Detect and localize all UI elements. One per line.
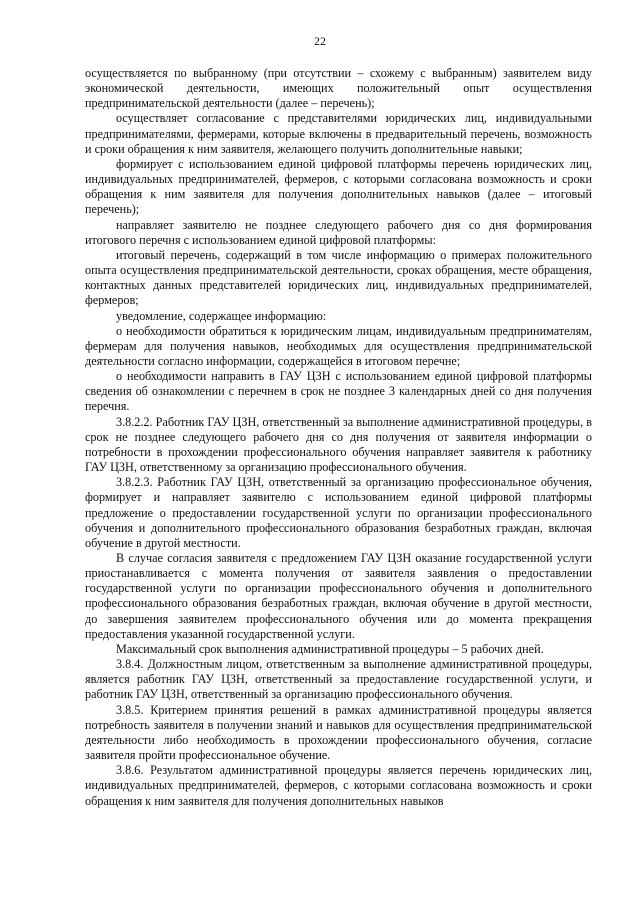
- paragraph: уведомление, содержащее информацию:: [116, 308, 327, 323]
- paragraph: В случае согласия заявителя с предложением ГАУ ЦЗН оказание государственной услуги приостанавливается с момента получения от заявителя заявления о предоставлении государственной услуги по организации профессионального обучения и дополнительного профессионального образования безработных граждан, включая обучение в другой местности, до завершения заявителем профессионального обучения или до момента прекращения предоставления указанной государственной услуги.: [85, 551, 592, 641]
- paragraph: осуществляется по выбранному (при отсутствии – схожему с выбранным) заявителем виду экономической деятельности, имеющих положительный опыт осуществления предпринимательской деятельности (далее – перечень);: [85, 66, 592, 111]
- paragraph: Максимальный срок выполнения административной процедуры – 5 рабочих дней.: [116, 641, 544, 656]
- paragraph: осуществляет согласование с представителями юридических лиц, индивидуальными предпринимателями, фермерами, которые включены в предварительный перечень, возможность и сроки обращения к ним заявителя, желающего получить дополнительные навыки;: [85, 111, 592, 156]
- paragraph: 3.8.2.3. Работник ГАУ ЦЗН, ответственный за организацию профессиональное обучения, формирует и направляет заявителю с использованием единой цифровой платформы предложение о предоставлении государственной услуги по организации профессионального обучения и дополнительного профессионального образования безработных граждан, включая обучение в другой местности.: [85, 475, 592, 550]
- paragraph: 3.8.5. Критерием принятия решений в рамках административной процедуры является потребность заявителя в получении знаний и навыков для осуществления предпринимательской деятельности либо необходимость в прохождении профессионального обучения, согласие заявителя пройти профессиональное обучение.: [85, 702, 592, 763]
- paragraph: о необходимости обратиться к юридическим лицам, индивидуальным предпринимателям, фермерам для получения навыков, необходимых для осуществления предпринимательской деятельности согласно информации, содержащейся в итоговом перечне;: [85, 323, 592, 368]
- page-number: 22: [314, 34, 326, 48]
- paragraph: 3.8.6. Результатом административной процедуры является перечень юридических лиц, индивидуальных предпринимателей, фермеров, с которыми согласована возможность и сроки обращения к ним заявителя для получения дополнительных навыков: [85, 763, 592, 808]
- paragraph: 3.8.2.2. Работник ГАУ ЦЗН, ответственный за выполнение административной процедуры, в срок не позднее следующего рабочего дня со дня получения от заявителя информации о потребности в прохождении профессионального обучения направляет заявителя к работнику ГАУ ЦЗН, ответственному за организацию профессионального обучения.: [85, 414, 592, 475]
- paragraph: итоговый перечень, содержащий в том числе информацию о примерах положительного опыта осуществления предпринимательской деятельности, сроках обращения, месте обращения, контактных данных представителей юридических лиц, индивидуальных предпринимателей, фермеров;: [85, 247, 592, 308]
- paragraph: о необходимости направить в ГАУ ЦЗН с использованием единой цифровой платформы сведения об ознакомлении с перечнем в срок не позднее 3 календарных дней со дня получения перечня.: [85, 369, 592, 414]
- document-body: [85, 66, 592, 809]
- paragraph: формирует с использованием единой цифровой платформы перечень юридических лиц, индивидуальных предпринимателей, фермеров, с которыми согласована возможность и сроки обращения к ним заявителя для получения дополнительных навыков (далее – итоговый перечень);: [85, 156, 592, 217]
- paragraph: направляет заявителю не позднее следующего рабочего дня со дня формирования итогового перечня с использованием единой цифровой платформы:: [85, 217, 592, 247]
- paragraph: 3.8.4. Должностным лицом, ответственным за выполнение административной процедуры, является работник ГАУ ЦЗН, ответственный за предоставление государственной услуги, и работник ГАУ ЦЗН, ответственный за организацию профессионального обучения.: [85, 657, 592, 702]
